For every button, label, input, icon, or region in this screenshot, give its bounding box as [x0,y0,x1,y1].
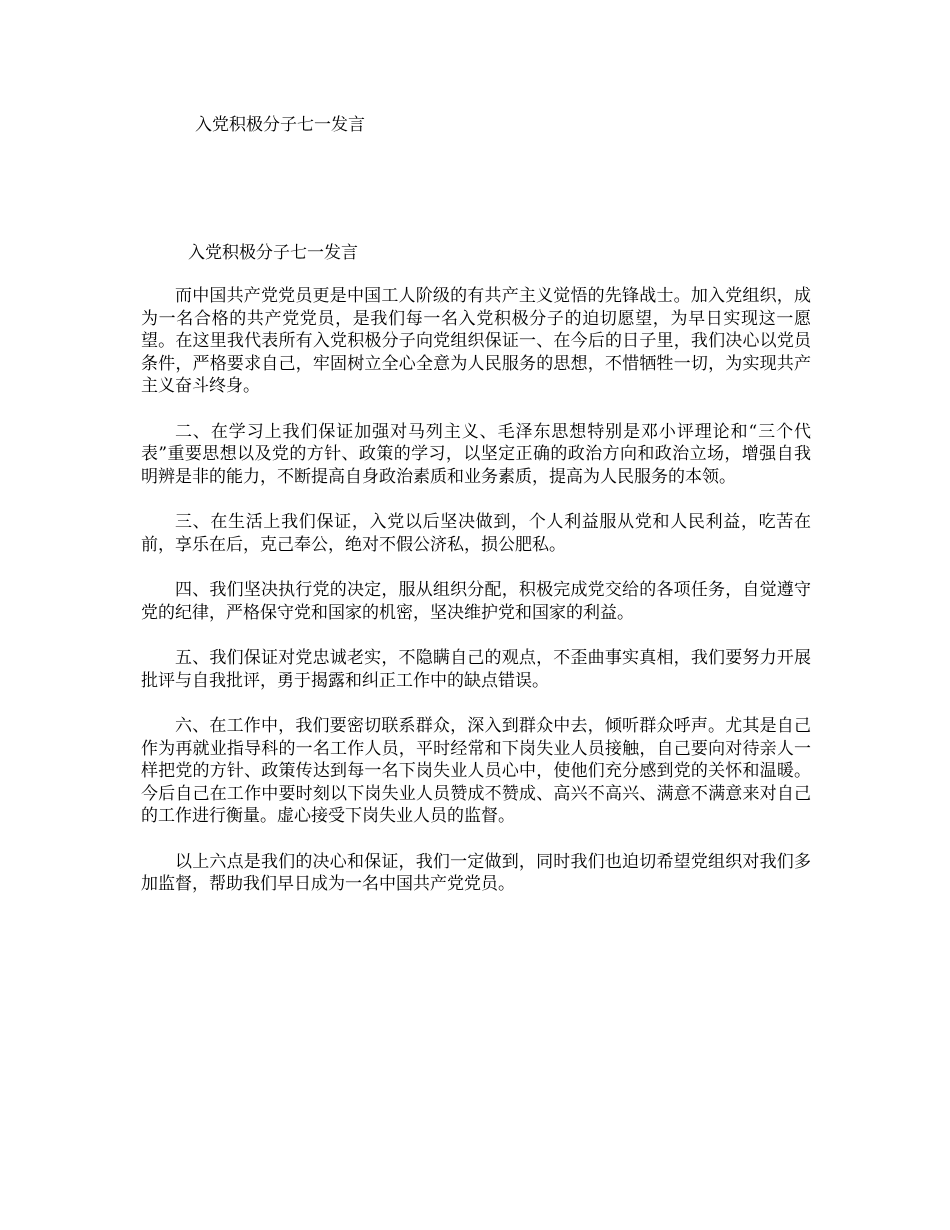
paragraph: 而中国共产党党员更是中国工人阶级的有共产主义觉悟的先锋战士。加入党组织，成为一名合格的共产党党员，是我们每一名入党积极分子的迫切愿望，为早日实现这一愿望。在这里我代表所有入党积极分子向党组织保证一、在今后的日子里，我们决心以党员条件，严格要求自己，牢固树立全心全意为人民服务的思想，不惜牺牲一切，为实现共产主义奋斗终身。 [141,286,811,396]
document-body [141,285,811,919]
paragraph: 二、在学习上我们保证加强对马列主义、毛泽东思想特别是邓小评理论和“三个代表”重要思想以及党的方针、政策的学习，以坚定正确的政治方向和政治立场，增强自我明辨是非的能力，不断提高自身政治素质和业务素质，提高为人民服务的本领。 [141,421,811,487]
paragraph: 五、我们保证对党忠诚老实，不隐瞒自己的观点，不歪曲事实真相，我们要努力开展批评与自我批评，勇于揭露和纠正工作中的缺点错误。 [141,648,811,691]
document-title: 入党积极分子七一发言 [188,243,358,263]
paragraph: 三、在生活上我们保证，入党以后坚决做到，个人利益服从党和人民利益，吃苦在前，享乐在后，克己奉公，绝对不假公济私，损公肥私。 [141,512,811,555]
paragraph: 四、我们坚决执行党的决定，服从组织分配，积极完成党交给的各项任务，自觉遵守党的纪律，严格保守党和国家的机密，坚决维护党和国家的利益。 [141,580,811,623]
paragraph: 以上六点是我们的决心和保证，我们一定做到，同时我们也迫切希望党组织对我们多加监督，帮助我们早日成为一名中国共产党党员。 [141,851,811,894]
paragraph: 六、在工作中，我们要密切联系群众，深入到群众中去，倾听群众呼声。尤其是自己作为再就业指导科的一名工作人员，平时经常和下岗失业人员接触，自己要向对待亲人一样把党的方针、政策传达到每一名下岗失业人员心中，使他们充分感到党的关怀和温暖。今后自己在工作中要时刻以下岗失业人员赞成不赞成、高兴不高兴、满意不满意来对自己的工作进行衡量。虚心接受下岗失业人员的监督。 [141,716,811,826]
header-title: 入党积极分子七一发言 [195,115,365,135]
